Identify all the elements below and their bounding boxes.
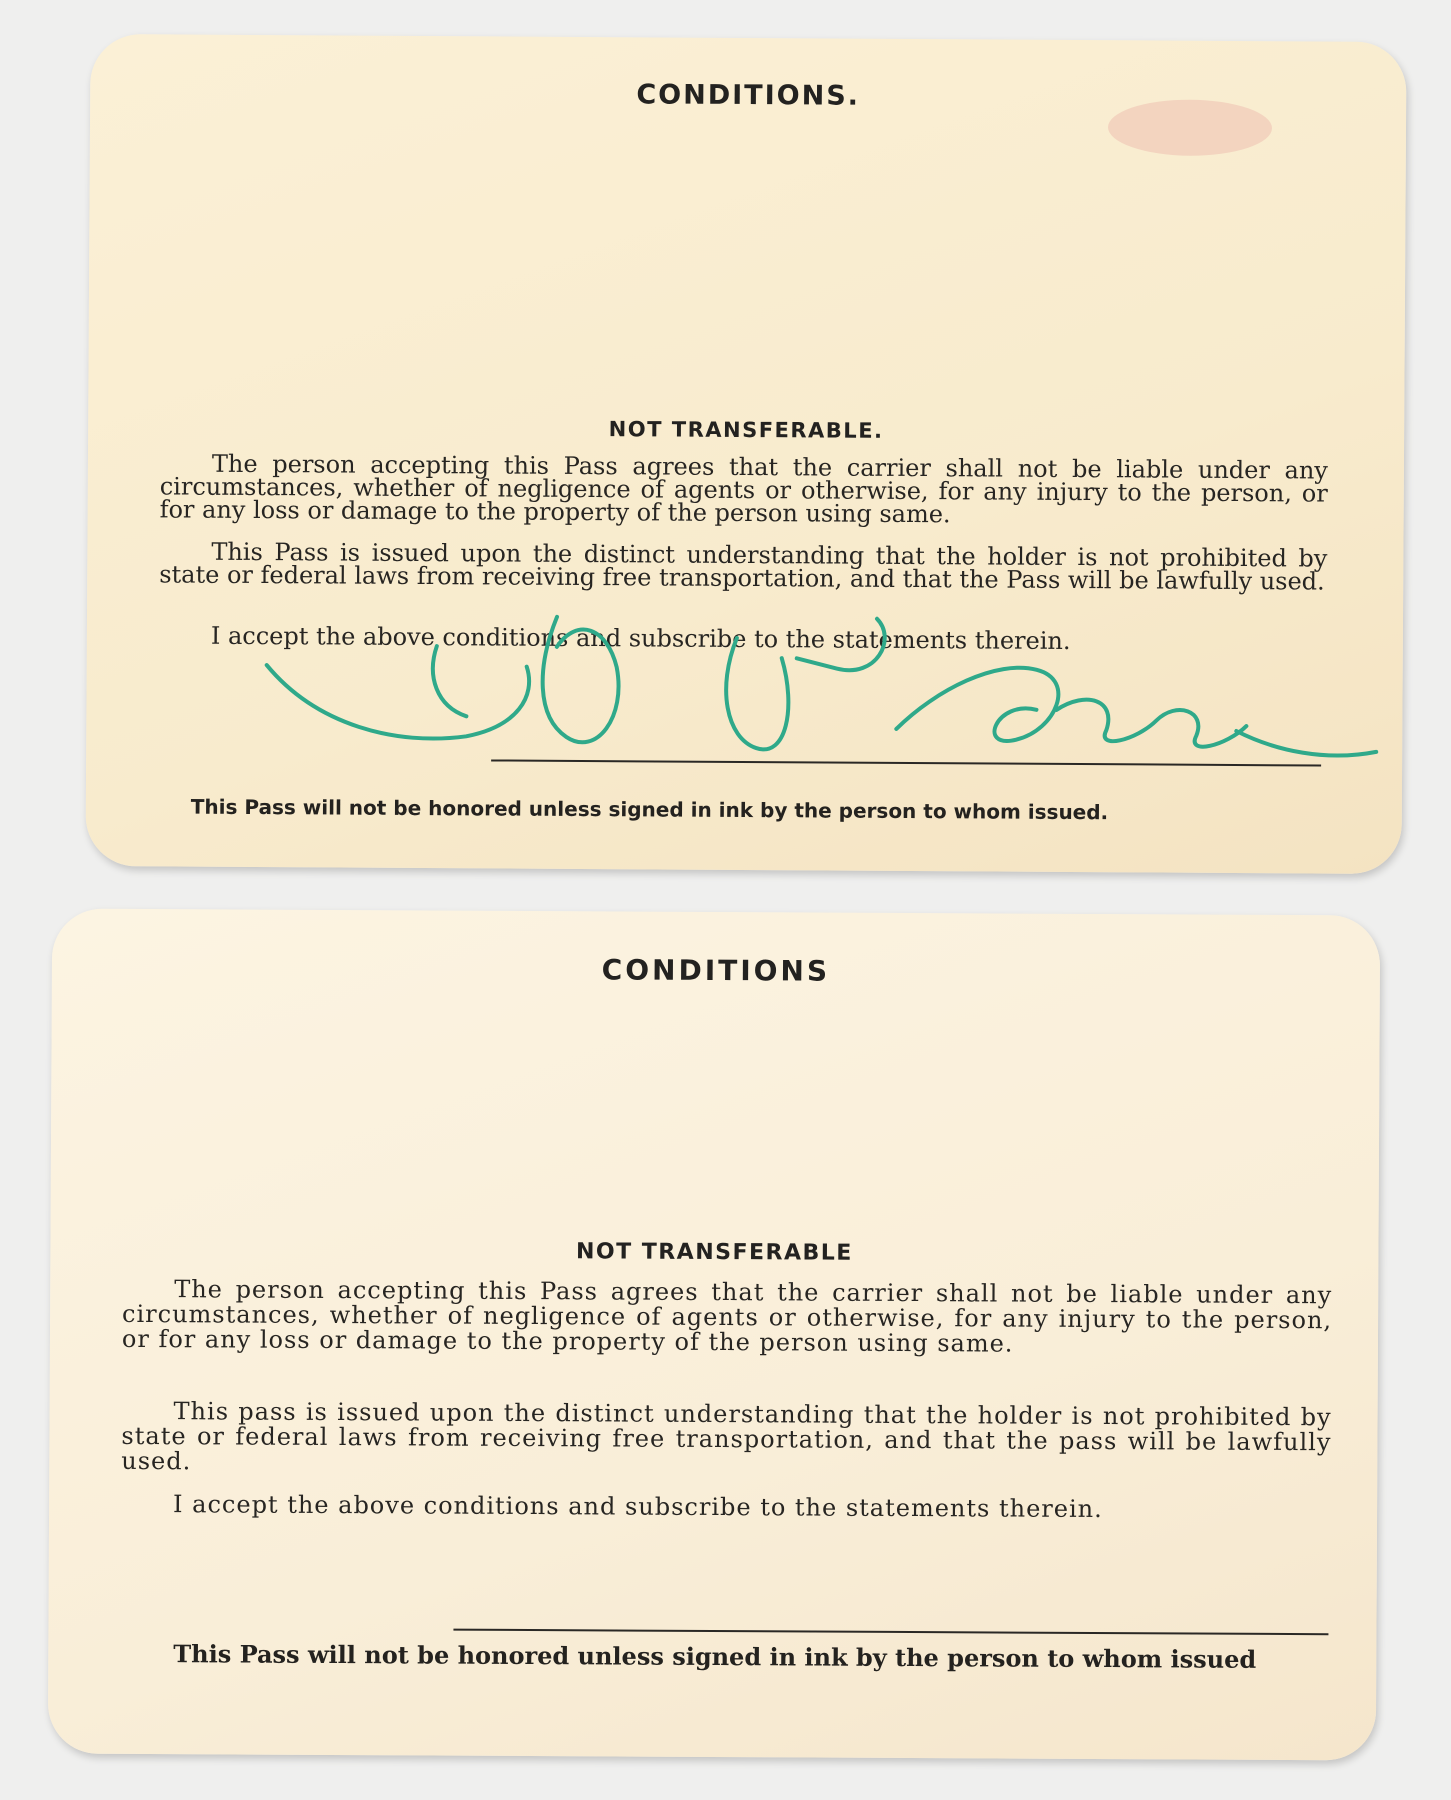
- issuance-paragraph: This Pass is issued upon the distinct understanding that the holder is not prohibited by state or federal laws from receiving free transportation, and that the Pass will be lawfully used.: [159, 537, 1328, 596]
- liability-paragraph: The person accepting this Pass agrees that the carrier shall not be liable under any circumstances, whether of negligence of agents or otherwise, for any injury to the person, or for any loss or damage to the property of the person using same.: [121, 1275, 1333, 1358]
- signature-notice: This Pass will not be honored unless signed in ink by the person to whom issued: [173, 1639, 1257, 1674]
- pass-card-bottom: [48, 909, 1380, 1761]
- card-heading: CONDITIONS: [601, 953, 831, 988]
- faded-stamp: [1100, 92, 1280, 163]
- not-transferable-heading: NOT TRANSFERABLE: [575, 1239, 853, 1266]
- accept-paragraph: I accept the above conditions and subscribe to the statements therein.: [173, 1490, 1103, 1524]
- signature-line: [453, 1629, 1328, 1636]
- liability-paragraph: The person accepting this Pass agrees that the carrier shall not be liable under any circumstances, whether of negligence of agents or otherwise, for any injury to the person, or for any loss or damage to the property of the person using same.: [159, 449, 1328, 529]
- issuance-paragraph: This pass is issued upon the distinct understanding that the holder is not prohibited by state or federal laws from receiving free transportation, and that the pass will be lawfully used.: [121, 1397, 1332, 1476]
- pass-card-top: [85, 34, 1406, 874]
- not-transferable-heading: NOT TRANSFERABLE.: [608, 417, 884, 443]
- card-heading: CONDITIONS.: [636, 79, 861, 112]
- signature-notice: This Pass will not be honored unless signed in ink by the person to whom issued.: [190, 794, 1109, 825]
- accept-paragraph: I accept the above conditions and subscribe to the statements therein.: [210, 621, 1071, 655]
